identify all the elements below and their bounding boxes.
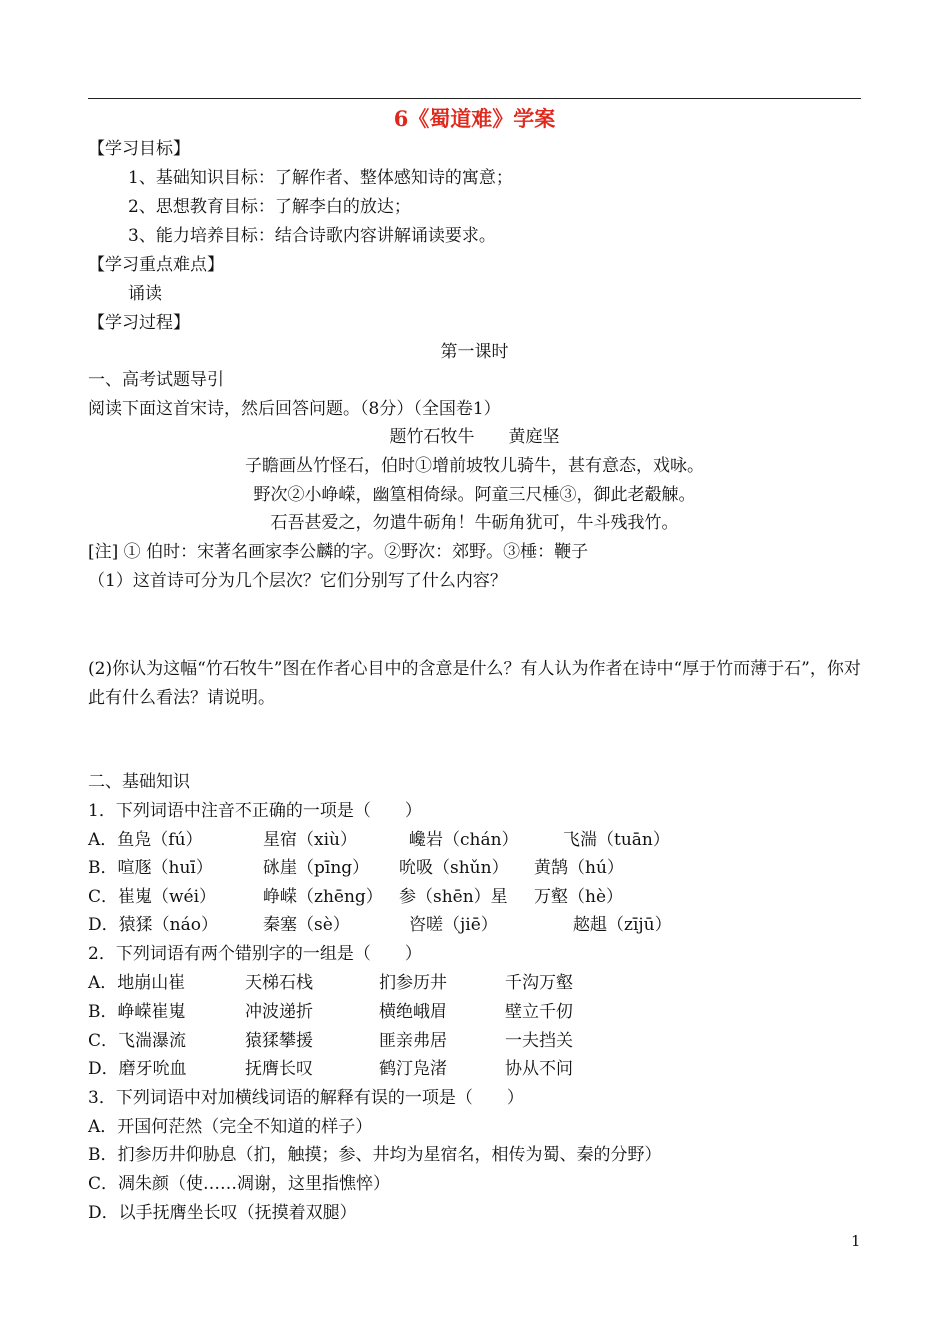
option-item: 巉岩（chán） [409, 830, 519, 850]
option-item: B．喧豗（huī） [88, 858, 213, 878]
question-stem: 2．下列词语有两个错别字的一组是（ ） [88, 944, 422, 964]
option-item: 猿猱攀援 [245, 1031, 313, 1051]
option-item: D．以手抚膺坐长叹（抚摸着双腿） [88, 1203, 357, 1223]
section2-heading: 二、基础知识 [88, 772, 190, 792]
option-item: A．地崩山崔 [88, 973, 186, 993]
question-stem: 3．下列词语中对加横线词语的解释有误的一项是（ ） [88, 1088, 524, 1108]
option-item: 扪参历井 [379, 973, 447, 993]
option-item: 黄鹄（hú） [534, 858, 624, 878]
option-item: 趑趄（zījū） [573, 915, 672, 935]
option-item: 抚膺长叹 [245, 1059, 313, 1079]
option-item: 协从不问 [505, 1059, 573, 1079]
option-item: A．鱼凫（fú） [88, 830, 203, 850]
option-item: B．扪参历井仰胁息（扪，触摸；参、井均为星宿名，相传为蜀、秦的分野） [88, 1145, 662, 1165]
focus-heading: 【学习重点难点】 [88, 255, 224, 275]
objective-item: 3、能力培养目标：结合诗歌内容讲解诵读要求。 [128, 226, 496, 246]
option-item: 冲波递折 [245, 1002, 313, 1022]
question-1: （1）这首诗可分为几个层次？它们分别写了什么内容？ [88, 571, 507, 591]
page-title: 6《蜀道难》学案 [393, 106, 556, 131]
objective-item: 2、思想教育目标：了解李白的放达； [128, 197, 411, 217]
lesson-label: 第一课时 [440, 342, 509, 362]
option-item: 天梯石栈 [245, 973, 313, 993]
poem-title: 题竹石牧牛 黄庭坚 [389, 427, 560, 447]
option-item: A．开国何茫然（完全不知道的样子） [88, 1117, 373, 1137]
question-stem: 1．下列词语中注音不正确的一项是（ ） [88, 801, 422, 821]
option-item: 千沟万壑 [505, 973, 573, 993]
poem-line: 野次②小峥嵘，幽篁相倚绿。阿童三尺棰③，御此老觳觫。 [253, 485, 696, 505]
option-item: 吮吸（shǔn） [399, 858, 509, 878]
option-item: 壁立千仞 [505, 1002, 573, 1022]
process-heading: 【学习过程】 [88, 313, 190, 333]
option-item: C．凋朱颜（使……凋谢，这里指憔悴） [88, 1174, 391, 1194]
option-item: D．磨牙吮血 [88, 1059, 187, 1079]
header-rule [88, 98, 861, 99]
poem-note: [注] ① 伯时：宋著名画家李公麟的字。②野次：郊野。③棰：鞭子 [88, 542, 589, 562]
option-item: C．崔嵬（wéi） [88, 887, 217, 907]
option-item: 峥嵘（zhēng） [263, 887, 383, 907]
page-number: 1 [851, 1232, 861, 1250]
option-item: 咨嗟（jiē） [409, 915, 498, 935]
option-item: 参（shēn）星 [399, 887, 508, 907]
poem-line: 石吾甚爱之，勿遣牛砺角！牛砺角犹可，牛斗残我竹。 [270, 513, 679, 533]
option-item: 飞湍（tuān） [563, 830, 670, 850]
focus-text: 诵读 [128, 284, 162, 304]
option-item: 砯崖（pīng） [263, 858, 370, 878]
option-item: 一夫挡关 [505, 1031, 573, 1051]
objective-item: 1、基础知识目标：了解作者、整体感知诗的寓意； [128, 168, 513, 188]
objectives-heading: 【学习目标】 [88, 139, 190, 159]
option-item: 匪亲弗居 [379, 1031, 447, 1051]
option-item: 秦塞（sè） [263, 915, 350, 935]
option-item: 星宿（xiù） [263, 830, 357, 850]
option-item: 鹤汀凫渚 [379, 1059, 447, 1079]
option-item: B．峥嵘崔嵬 [88, 1002, 186, 1022]
option-item: 万壑（hè） [534, 887, 624, 907]
section1-intro: 阅读下面这首宋诗，然后回答问题。（8分）（全国卷1） [88, 399, 501, 419]
option-item: D．猿猱（náo） [88, 915, 218, 935]
section1-heading: 一、高考试题导引 [88, 370, 224, 390]
option-item: C．飞湍瀑流 [88, 1031, 187, 1051]
option-item: 横绝峨眉 [379, 1002, 447, 1022]
question-2: (2)你认为这幅“竹石牧牛”图在作者心目中的含意是什么？有人认为作者在诗中“厚于竹而薄于石”，你对此有什么看法？请说明。 [88, 659, 861, 708]
poem-line: 子瞻画丛竹怪石，伯时①增前坡牧儿骑牛，甚有意态，戏咏。 [245, 456, 704, 476]
